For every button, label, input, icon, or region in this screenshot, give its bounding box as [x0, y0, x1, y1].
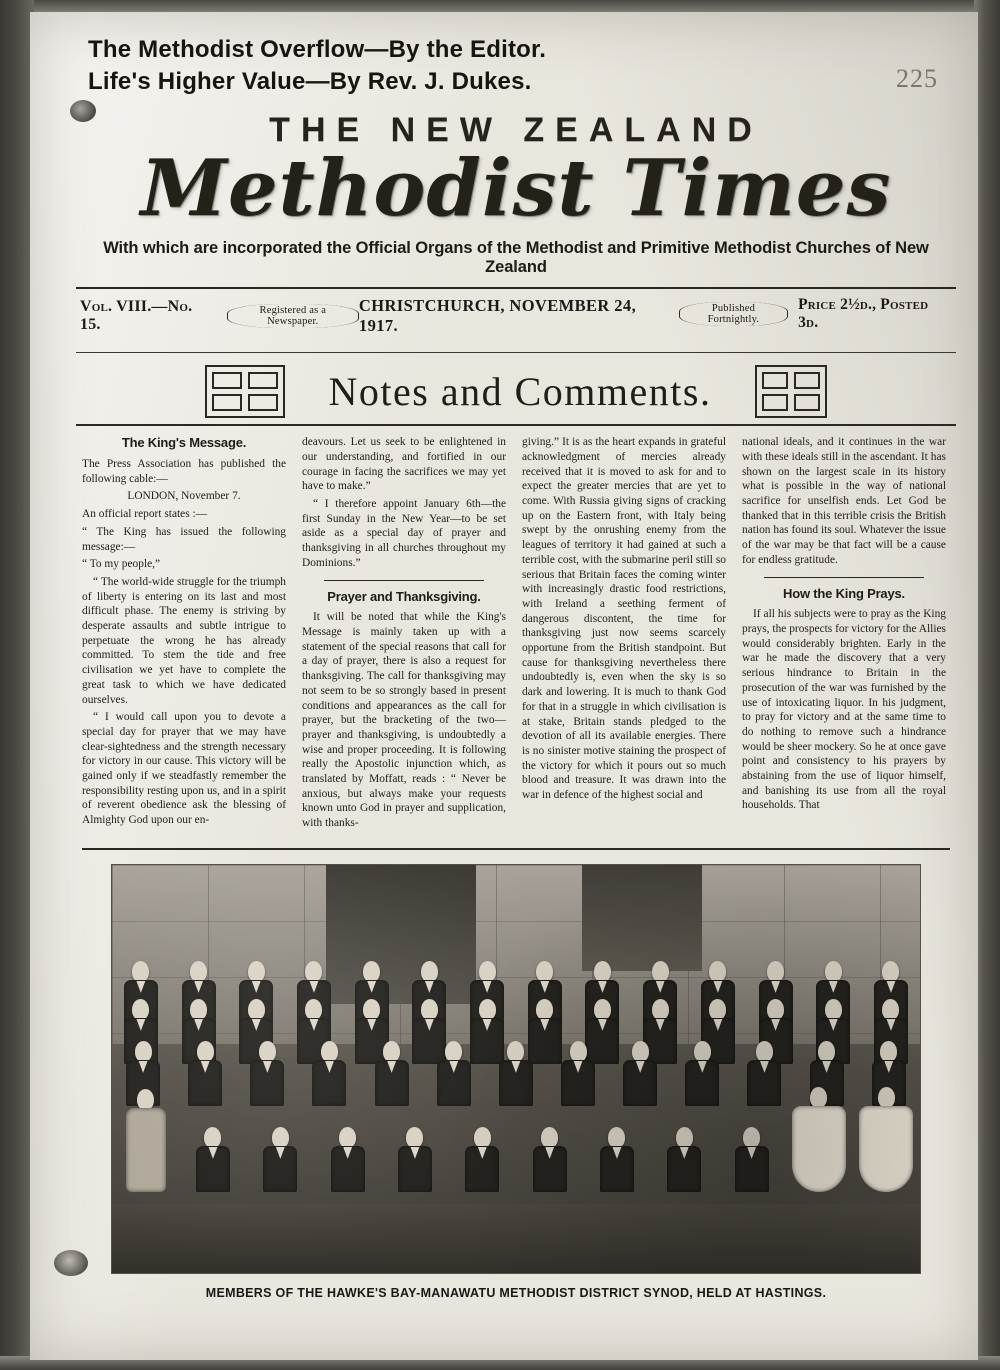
column-4 [742, 435, 946, 834]
person [261, 1127, 299, 1192]
masthead-subtitle: With which are incorporated the Official Organs of the Methodist and Primitive Methodist Churches of New Zealand [103, 239, 929, 277]
page-content [76, 34, 956, 1300]
masthead-title: Methodist Times [140, 143, 892, 235]
column-3 [522, 435, 726, 834]
person [867, 1087, 905, 1192]
article-columns [76, 435, 956, 834]
banner-rule [76, 424, 956, 426]
paragraph: “ I would call upon you to devote a special day for prayer that we may have clear-sightedness and the strength necessary for victory in our cause. This victory will be gained only if we steadfastly remember the responsibility resting upon us, and in a spirit of reverent obedience ask the blessing of Almighty God upon our en- [82, 711, 286, 827]
paragraph: An official report states :— [82, 508, 208, 521]
issue-place-date: CHRISTCHURCH, NOVEMBER 24, 1917. [358, 296, 637, 336]
issue-volume: Vol. VIII.—No. 15. [80, 298, 193, 334]
paragraph: “ I therefore appoint January 6th—the first Sunday in the New Year—to be set aside as a special day of prayer and thanksgiving in all churches throughout my Dominions.” [302, 498, 506, 569]
person [329, 1127, 367, 1192]
section-banner [76, 365, 956, 418]
doorway-secondary [582, 865, 702, 971]
person [531, 1127, 569, 1192]
person [396, 1127, 434, 1192]
column-divider [764, 577, 924, 578]
group-photograph [111, 864, 921, 1274]
person [800, 1087, 838, 1192]
column-2 [302, 435, 506, 834]
issue-rule [76, 352, 956, 353]
photo-section [82, 848, 950, 1300]
paragraph: If all his subjects were to pray as the King prays, the prospects for victory for the Allies would considerably brighten. Early in the war he made the discovery that a very serious hindrance to Britain in the prosecution of the war was furnished by the use of intoxicating liquor. In his judgment, to pray for victory and at the same time to do nothing to remove such a hindrance would be sheer mockery. So he at once gave point and consistency to his prayers by abstaining from the use of liquor himself, and banishing its use from all the royal households. That [742, 608, 946, 812]
headline-teasers [88, 34, 956, 97]
registered-note: Registered as a Newspaper. [227, 304, 359, 328]
scan-border-left [0, 0, 34, 1370]
section-title: Notes and Comments. [328, 369, 712, 415]
dateline: LONDON, November 7. [127, 490, 241, 503]
ornament-left-icon [205, 365, 285, 418]
masthead-kicker: THE NEW ZEALAND [269, 111, 763, 150]
person [194, 1127, 232, 1192]
column-2-heading: Prayer and Thanksgiving. [327, 588, 481, 604]
paragraph: “ To my people,” [82, 558, 161, 571]
photo-caption: MEMBERS OF THE HAWKE'S BAY-MANAWATU METHODIST DISTRICT SYNOD, HELD AT HASTINGS. [205, 1285, 827, 1300]
paragraph: It will be noted that while the King's Message is mainly taken up with a statement of the special reasons that call for a day of prayer, there is also a request for thanksgiving. The call for thanksgiving may not seem to be so strongly based in present conditions and appearances as the call for prayer, but the bracketing of the two—prayer and thanksgiving, is undoubtedly a wise and proper proceeding. It is following really the Apostolic injunction which, as translated by Moffatt, reads : “ Never be anxious, but always make your requests known unto God in prayer and supplication, with thanks- [302, 611, 506, 830]
person [127, 1089, 165, 1192]
column-4-heading: How the King Prays. [783, 585, 905, 601]
paragraph: national ideals, and it continues in the war with these ideals still in the ascendant. It has shown on the largest scale in its history what is possible in the way of national sacrifice for unselfish ends. Let God be thanked that in this terrible crisis the British nation has found its soul. Whatever the issue of the war may be that fact will be a cause for endless gratitude. [742, 436, 946, 566]
paragraph: “ The King has issued the following message:— [82, 525, 286, 553]
ornament-right-icon [755, 365, 827, 418]
ground [112, 1204, 920, 1273]
column-1-heading: The King's Message. [121, 435, 247, 451]
person [598, 1127, 636, 1192]
paragraph: deavours. Let us seek to be enlightened in our understanding, and fortified in our courage in facing the sacrifices we may yet have to make.” [302, 436, 506, 493]
issue-line [76, 289, 956, 342]
teaser-line-1: The Methodist Overflow—By the Editor. [88, 36, 547, 63]
person [733, 1127, 771, 1192]
paragraph: The Press Association has published the following cable:— [82, 457, 286, 485]
page-number: 225 [896, 64, 938, 93]
person [665, 1127, 703, 1192]
teaser-line-2: Life's Higher Value—By Rev. J. Dukes. [88, 67, 532, 95]
column-1 [82, 435, 286, 834]
published-note: Published Fortnightly. [679, 302, 788, 326]
person [463, 1127, 501, 1192]
column-divider [324, 580, 484, 581]
paragraph: giving.” It is as the heart expands in grateful acknowledgment of mercies already received that it is moved to ask for and to expect the greater mercies that are yet to come. With Russia giving signs of cracking up on the Eastern front, with Italy being swept by the onrushing enemy from the leagues of territory it had gained at such a terrible cost, with the submarine peril still so serious that Britain faces the coming winter with increasingly drastic food restrictions, with Ireland a seething ferment of dangerous discontent, the time for thanksgiving just now seems scarcely opportune from the British standpoint. But cause for thanksgiving nevertheless there undoubtedly is, even when the sky is so dark and lowering. It is much to thank God for that in a struggle in which civilisation is at stake, Britain stands pledged to the devotion of all its available energies. There is no sinister motive staining the prospect of the victory for which it pours out so much blood and treasure. It was drawn into the war in defence of the highest social and [522, 436, 726, 802]
issue-price: Price 2½d., Posted 3d. [798, 296, 929, 332]
paragraph: “ The world-wide struggle for the triumph of liberty is entering on its last and most difficult phase. The enemy is striving by desperate assaults and subtle intrigue to perpetuate the wrong he has already committed. To stem the tide and free civilisation we yet have to complete the great task to which we have dedicated ourselves. [82, 575, 286, 706]
photo-row-seated [112, 1087, 920, 1192]
